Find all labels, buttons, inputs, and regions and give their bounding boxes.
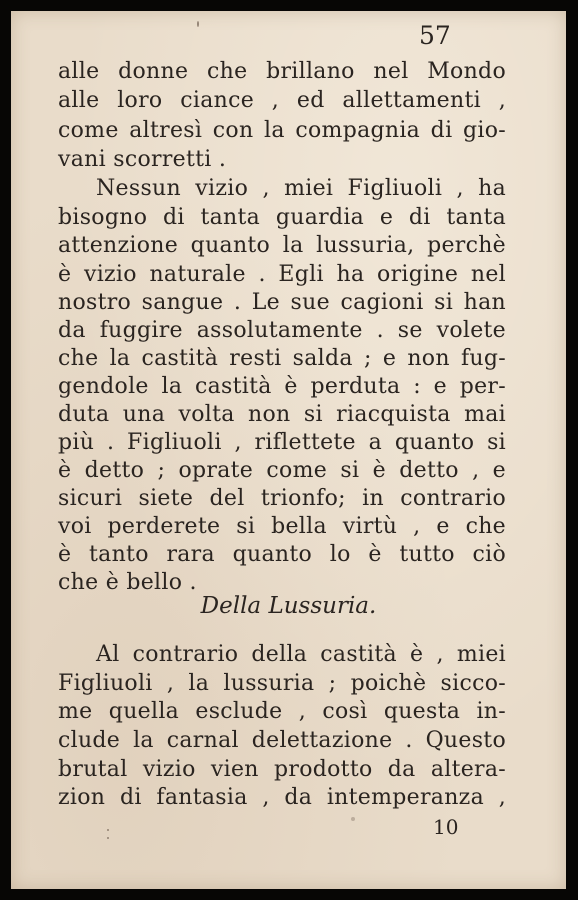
text-line: attenzione quanto la lussuria, perchè xyxy=(58,233,506,258)
text-line: alle donne che brillano nel Mondo xyxy=(58,59,506,84)
text-line: duta una volta non si riacquista mai xyxy=(58,402,506,427)
text-line: clude la carnal delettazione . Questo xyxy=(58,728,506,753)
text-line: che è bello . xyxy=(58,570,197,595)
text-line: da fuggire assolutamente . se volete xyxy=(58,318,506,343)
text-line: Al contrario della castità è , miei xyxy=(96,642,506,667)
paper-speck xyxy=(107,829,109,831)
paper-speck xyxy=(351,817,355,821)
signature-mark: 10 xyxy=(433,815,459,839)
text-line: gendole la castità è perduta : e per- xyxy=(58,374,506,399)
text-line: è detto ; oprate come si è detto , e xyxy=(58,458,506,483)
text-line: me quella esclude , così questa in- xyxy=(58,699,506,724)
text-line: voi perderete si bella virtù , e che xyxy=(58,514,506,539)
text-line: brutal vizio vien prodotto da altera- xyxy=(58,757,506,782)
text-line: è vizio naturale . Egli ha origine nel xyxy=(58,262,506,287)
text-line: sicuri siete del trionfo; in contrario xyxy=(58,486,506,511)
text-line: bisogno di tanta guardia e di tanta xyxy=(58,205,506,230)
text-line: alle loro ciance , ed allettamenti , xyxy=(58,88,506,113)
text-line: zion di fantasia , da intemperanza , xyxy=(58,785,506,810)
book-page xyxy=(11,11,566,889)
text-line: Nessun vizio , miei Figliuoli , ha xyxy=(96,176,506,201)
text-line: vani scorretti . xyxy=(58,147,227,172)
text-line: Figliuoli , la lussuria ; poichè sicco- xyxy=(58,671,506,696)
paper-speck xyxy=(107,837,109,839)
page-number: 57 xyxy=(419,21,451,50)
text-line: più . Figliuoli , riflettete a quanto si xyxy=(58,430,506,455)
paper-speck xyxy=(197,21,199,27)
text-line: è tanto rara quanto lo è tutto ciò xyxy=(58,542,506,567)
text-line: nostro sangue . Le sue cagioni si han xyxy=(58,290,506,315)
text-line: come altresì con la compagnia di gio- xyxy=(58,118,506,143)
section-heading: Della Lussuria. xyxy=(200,593,377,619)
text-line: che la castità resti salda ; e non fug- xyxy=(58,346,506,371)
